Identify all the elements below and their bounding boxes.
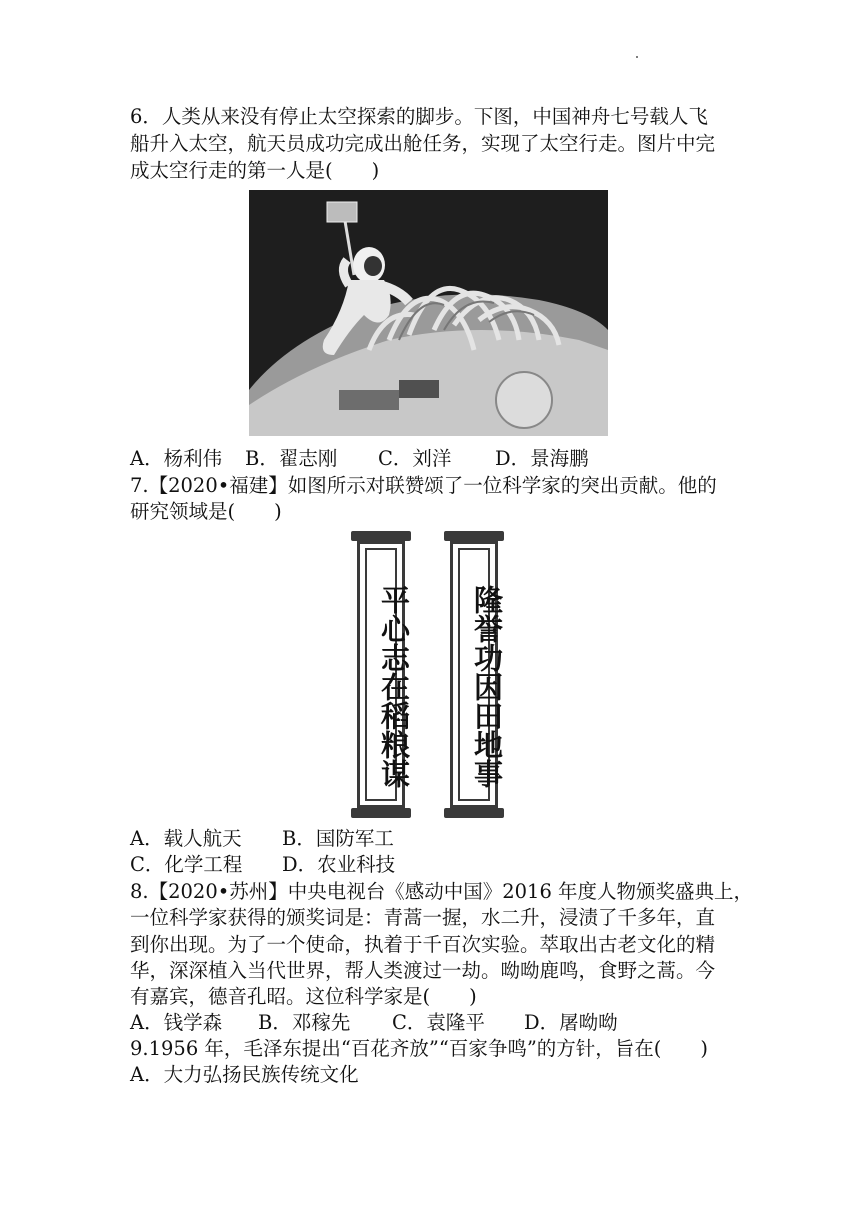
couplet-right-text: 平心志在稻粮谋 [377, 584, 411, 788]
q7-option-b: B．国防军工 [282, 827, 394, 850]
q8-line-3: 到你出现。为了一个使命，执着于千百次实验。萃取出古老文化的精 [130, 933, 716, 956]
q8-line-5: 有嘉宾，德音孔昭。这位科学家是( ) [130, 985, 477, 1008]
q6-options [130, 446, 740, 472]
q6-option-a: A．杨利伟 [130, 447, 223, 470]
couplet-left-text: 隆誉功因田地事 [470, 584, 504, 788]
q6-line-2: 船升入太空，航天员成功完成出舱任务，实现了太空行走。图片中完 [130, 132, 716, 155]
q8-option-b: B．邓稼先 [258, 1011, 351, 1034]
page-dot [636, 56, 638, 58]
couplet-scroll-left [444, 531, 504, 818]
q7-line-2: 研究领域是( ) [130, 500, 282, 523]
q6-option-d: D．景海鹏 [495, 447, 589, 470]
q8-line-1: 8.【2020•苏州】中央电视台《感动中国》2016 年度人物颁奖盛典上， [130, 880, 754, 903]
q9-option-a: A．大力弘扬民族传统文化 [130, 1063, 359, 1086]
q7-option-c: C．化学工程 [130, 853, 243, 876]
q6-line-3: 成太空行走的第一人是( ) [130, 159, 380, 182]
q6-option-b: B．翟志刚 [245, 447, 338, 470]
q7-options-row-2 [130, 852, 740, 878]
q7-line-1: 7.【2020•福建】如图所示对联赞颂了一位科学家的突出贡献。他的 [130, 474, 717, 497]
q6-line-1: 6．人类从来没有停止太空探索的脚步。下图，中国神舟七号载人飞 [130, 105, 708, 128]
q8-option-a: A．钱学森 [130, 1011, 223, 1034]
spacewalk-photo [249, 190, 608, 436]
q8-option-c: C．袁隆平 [392, 1011, 485, 1034]
q7-options-row-1 [130, 826, 740, 852]
q9-line-1: 9.1956 年，毛泽东提出“百花齐放”“百家争鸣”的方针，旨在( ) [130, 1037, 709, 1060]
q8-options [130, 1010, 740, 1036]
q8-option-d: D．屠呦呦 [524, 1011, 618, 1034]
q8-line-2: 一位科学家获得的颁奖词是：青蒿一握，水二升，浸渍了千多年，直 [130, 906, 716, 929]
q8-line-4: 华，深深植入当代世界，帮人类渡过一劫。呦呦鹿鸣，食野之蒿。今 [130, 959, 716, 982]
q7-option-a: A．载人航天 [130, 827, 242, 850]
q7-option-d: D．农业科技 [282, 853, 396, 876]
couplet-scroll-right [351, 531, 411, 818]
q6-option-c: C．刘洋 [378, 447, 452, 470]
